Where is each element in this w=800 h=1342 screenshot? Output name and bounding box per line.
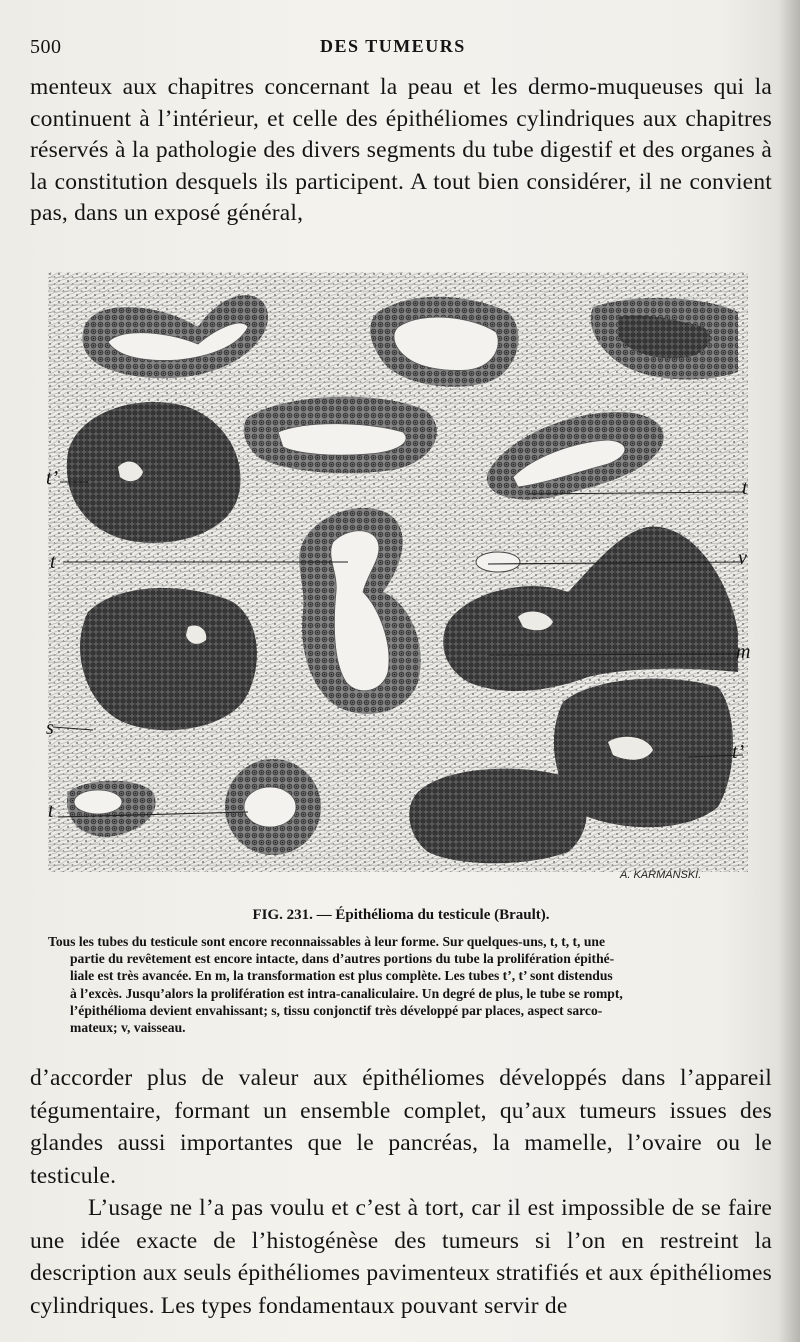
label-m-right: m: [736, 641, 751, 663]
page-header: [30, 34, 770, 60]
tube-bottom-small: [225, 759, 321, 855]
bottom-paragraph-1: d’accorder plus de valeur aux épithéliomes développés dans l’appareil tégumentaire, formant un ensemble complet, qu’aux tumeurs issues des glandes aussi importantes que le pancréas, la mamelle, l’ovaire ou le testicule.: [30, 1065, 772, 1189]
tube-lower-left: [80, 588, 257, 730]
histology-illustration: [46, 272, 751, 884]
label-t-mid-left: t: [50, 551, 56, 573]
caption-line: partie du revêtement est encore intacte, dans d’autres portions du tube la prolifération épithé-: [70, 951, 615, 967]
label-t-prime-top-left: t’: [46, 467, 59, 489]
label-t-right: t: [742, 477, 748, 499]
running-head: DES TUMEURS: [320, 36, 466, 56]
caption-line: l’épithélioma devient envahissant; s, tissu conjonctif très développé par places, aspect sarco-: [70, 1002, 603, 1018]
label-s-left: s: [46, 717, 54, 739]
page-edge-shadow: [778, 0, 800, 1342]
top-paragraph: menteux aux chapitres concernant la peau et les dermo-muqueuses qui la continuent à l’intérieur, et celle des épithéliomes cylindriques aux chapitres réservés à la pathologie des divers segments du tube digestif et des organes à la constitution desquels ils participent. A tout bien considérer, il ne convient pas, dans un exposé général,: [30, 74, 772, 226]
top-paragraph-block: [30, 72, 772, 230]
figure-caption-body: [48, 933, 770, 1036]
histology-figure: [46, 272, 751, 884]
tube-center-large: [299, 508, 420, 714]
tube-bottom-center: [409, 769, 586, 864]
caption-line: à l’excès. Jusqu’alors la prolifération est intra-canaliculaire. Un degré de plus, le tube se rompt,: [70, 985, 623, 1001]
page-number: 500: [30, 36, 62, 58]
tube-center-upper: [244, 397, 437, 473]
label-t-prime-right: t’: [732, 741, 745, 763]
caption-line: mateux; v, vaisseau.: [70, 1020, 186, 1036]
label-v-right: v: [738, 547, 747, 569]
label-t-bottom-left: t: [48, 800, 54, 822]
caption-line: liale est très avancée. En m, la transformation est plus complète. Les tubes t’, t’ sont distendus: [70, 968, 613, 984]
caption-line: Tous les tubes du testicule sont encore reconnaissables à leur forme. Sur quelques-uns, t, t, t, une: [48, 934, 606, 949]
vessel: [476, 552, 520, 572]
figure-caption-title: FIG. 231. — Épithélioma du testicule (Brault).: [252, 907, 550, 923]
artist-signature: A. KARMANSKI.: [620, 869, 702, 881]
bottom-paragraph-block: [30, 1062, 772, 1322]
tube-distended-left: [67, 402, 241, 543]
bottom-paragraph-2: L’usage ne l’a pas voulu et c’est à tort, car il est impossible de se faire une idée exacte de l’histogénèse des tumeurs si l’on en restreint la description aux seuls épithéliomes pavimenteux stratifiés et aux épithéliomes cylindriques. Les types fondamentaux pouvant servir de: [30, 1195, 772, 1319]
